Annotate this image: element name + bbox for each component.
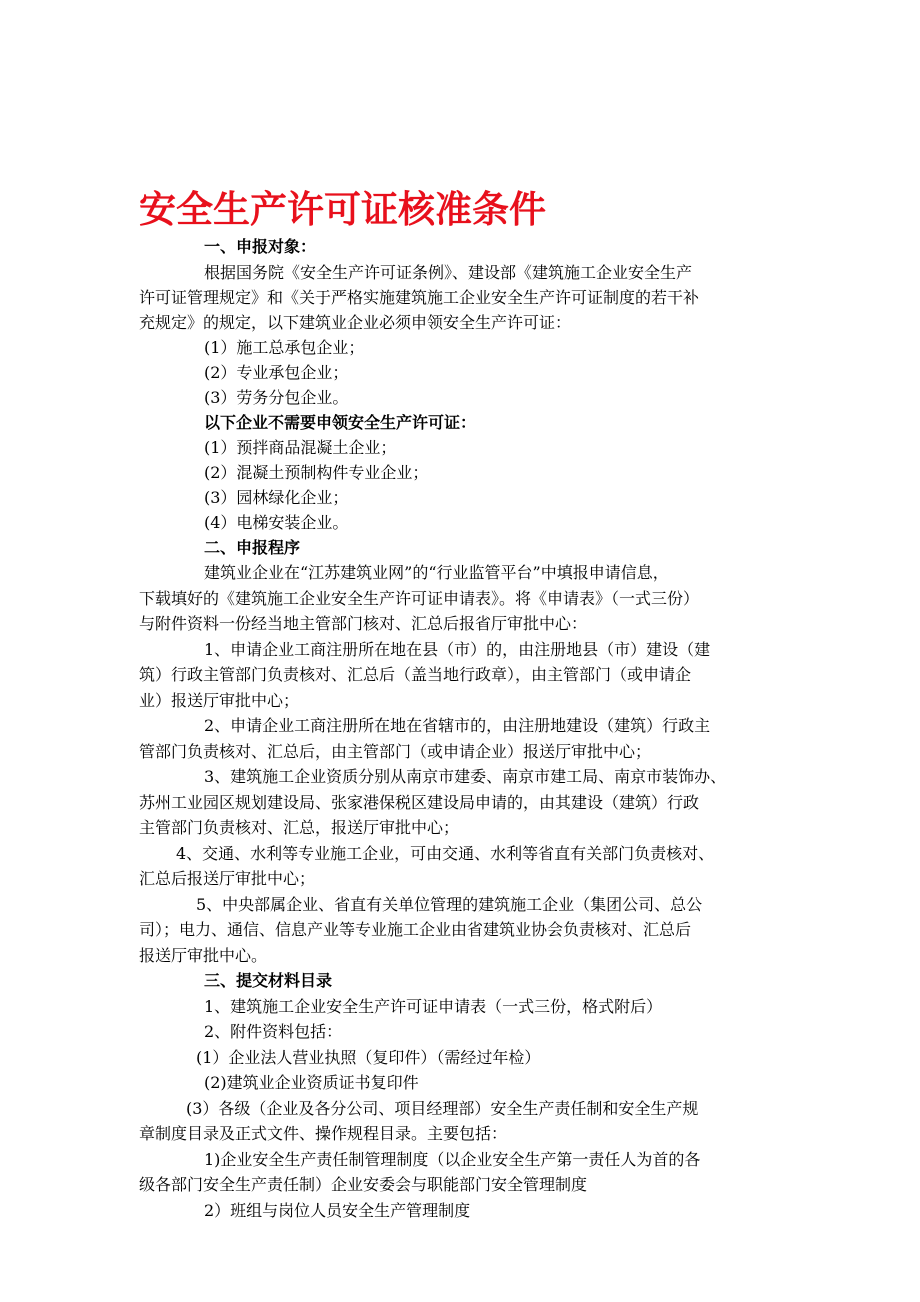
- document-title: 安全生产许可证核准条件: [139, 187, 546, 231]
- list-item: (2）专业承包企业；: [204, 363, 349, 382]
- paragraph-line: 3、建筑施工企业资质分别从南京市建委、南京市建工局、南京市装饰办、: [204, 767, 727, 786]
- paragraph-line: 下载填好的《建筑施工企业安全生产许可证申请表》。将《申请表》（一式三份）: [139, 589, 700, 608]
- paragraph-line: 管部门负责核对、汇总后，由主管部门（或申请企业）报送厅审批中心；: [139, 742, 652, 761]
- paragraph-line: 业）报送厅审批中心；: [139, 691, 300, 710]
- list-item: (3）劳务分包企业。: [204, 388, 349, 407]
- list-item: (1）企业法人营业执照（复印件）（需经过年检）: [196, 1048, 541, 1067]
- paragraph-line: 根据国务院《安全生产许可证条例》、建设部《建筑施工企业安全生产: [204, 263, 693, 282]
- paragraph-line: (3）各级（企业及各分公司、项目经理部）安全生产责任制和安全生产规: [186, 1099, 699, 1118]
- paragraph-line: 苏州工业园区规划建设局、张家港保税区建设局申请的，由其建设（建筑）行政: [139, 793, 700, 812]
- section-heading-2: 二、申报程序: [204, 538, 301, 557]
- list-item: 2）班组与岗位人员安全生产管理制度: [204, 1201, 471, 1220]
- list-item: (2)建筑业企业资质证书复印件: [204, 1073, 419, 1092]
- paragraph-line: 司）；电力、通信、信息产业等专业施工企业由省建筑业协会负责核对、汇总后: [139, 920, 692, 939]
- subheading: 以下企业不需要申领安全生产许可证：: [204, 413, 477, 432]
- paragraph-line: 主管部门负责核对、汇总，报送厅审批中心；: [139, 818, 460, 837]
- paragraph-line: 汇总后报送厅审批中心；: [139, 869, 316, 888]
- paragraph-line: 5、中央部属企业、省直有关单位管理的建筑施工企业（集团公司、总公: [196, 895, 703, 914]
- paragraph-line: 充规定》的规定，以下建筑业企业必须申领安全生产许可证：: [139, 313, 572, 332]
- section-heading-1: 一、申报对象：: [204, 237, 317, 256]
- list-item: 2、附件资料包括：: [204, 1022, 343, 1041]
- paragraph-line: 筑）行政主管部门负责核对、汇总后（盖当地行政章），由主管部门（或申请企: [139, 665, 692, 684]
- section-heading-3: 三、提交材料目录: [204, 971, 333, 990]
- list-item: (4）电梯安装企业。: [204, 513, 349, 532]
- paragraph-line: 1、申请企业工商注册所在地在县（市）的，由注册地县（市）建设（建: [204, 640, 711, 659]
- paragraph-line: 报送厅审批中心。: [139, 946, 268, 965]
- list-item: (1）预拌商品混凝土企业；: [204, 438, 397, 457]
- paragraph-line: 1)企业安全生产责任制管理制度（以企业安全生产第一责任人为首的各: [204, 1150, 701, 1169]
- paragraph-line: 建筑业企业在“江苏建筑业网”的“行业监管平台”中填报申请信息，: [204, 563, 669, 582]
- paragraph-line: 章制度目录及正式文件、操作规程目录。主要包括：: [139, 1124, 508, 1143]
- paragraph-line: 许可证管理规定》和《关于严格实施建筑施工企业安全生产许可证制度的若干补: [139, 288, 700, 307]
- list-item: (2）混凝土预制构件专业企业；: [204, 463, 429, 482]
- list-item: (3）园林绿化企业；: [204, 488, 349, 507]
- paragraph-line: 级各部门安全生产责任制）企业安委会与职能部门安全管理制度: [139, 1175, 588, 1194]
- list-item: (1）施工总承包企业；: [204, 338, 365, 357]
- list-item: 1、建筑施工企业安全生产许可证申请表（一式三份，格式附后）: [204, 997, 663, 1016]
- paragraph-line: 4、交通、水利等专业施工企业，可由交通、水利等省直有关部门负责核对、: [176, 844, 715, 863]
- paragraph-line: 与附件资料一份经当地主管部门核对、汇总后报省厅审批中心：: [139, 614, 588, 633]
- paragraph-line: 2、申请企业工商注册所在地在省辖市的，由注册地建设（建筑）行政主: [204, 716, 711, 735]
